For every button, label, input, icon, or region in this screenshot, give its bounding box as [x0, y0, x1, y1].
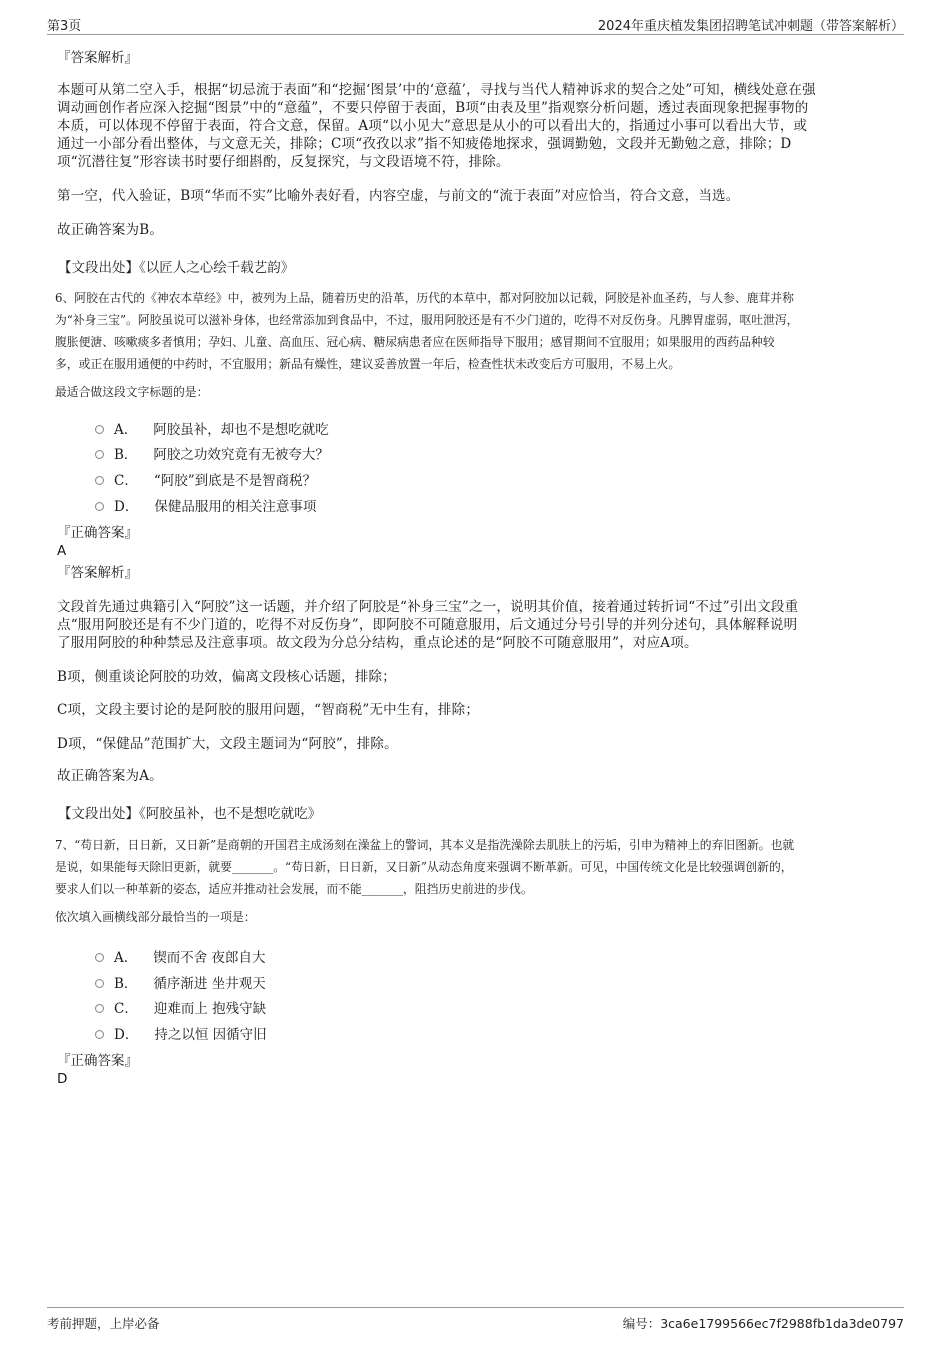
text-line: 多，或正在服用通便的中药时，不宜服用；新品有燥性，建议妥善放置一年后，检查性状未改变后方可服用，不易上火。: [55, 357, 681, 371]
q5-analysis-label: 『答案解析』: [57, 50, 138, 66]
option-text: 保健品服用的相关注意事项: [154, 499, 317, 515]
option-text: 循序渐进 坐井观天: [153, 976, 266, 992]
q7-correct-value: D: [57, 1071, 68, 1087]
q6-analysis-b: B项，侧重谈论阿胶的功效，偏离文段核心话题，排除；: [57, 669, 396, 685]
q6-source: 【文段出处】《阿胶虽补，也不是想吃就吃》: [58, 806, 322, 822]
radio-icon[interactable]: [95, 450, 104, 459]
text-line: 点“服用阿胶还是有不少门道的，吃得不对反伤身”，即阿胶不可随意服用，后文通过分号引导的并列分述句，具体解释说明: [57, 617, 798, 633]
q7-option-d[interactable]: [95, 1022, 267, 1044]
radio-icon[interactable]: [95, 953, 104, 962]
option-key: D．: [114, 1027, 139, 1043]
radio-icon[interactable]: [95, 1004, 104, 1013]
text-line: 7、“苟日新，日日新，又日新”是商朝的开国君主成汤刻在澡盆上的警词，其本义是指洗澡除去肌肤上的污垢，引申为精神上的弃旧图新。也就: [55, 838, 795, 852]
option-text: 阿胶之功效究竟有无被夸大？: [153, 447, 329, 463]
q6-analysis-c: C项，文段主要讨论的是阿胶的服用问题，“智商税”无中生有，排除；: [57, 702, 480, 718]
q6-option-a[interactable]: [95, 417, 329, 439]
q7-option-a[interactable]: [95, 945, 266, 967]
document-title: 2024年重庆植发集团招聘笔试冲刺题（带答案解析）: [597, 19, 904, 34]
q5-analysis-paragraph: [57, 81, 893, 171]
q6-option-b[interactable]: [95, 442, 329, 464]
text-line: 为“补身三宝”。阿胶虽说可以滋补身体，也经常添加到食品中，不过，服用阿胶还是有不少门道的，吃得不对反伤身。凡脾胃虚弱，呕吐泄泻，: [55, 313, 799, 327]
q6-option-c[interactable]: [95, 468, 316, 490]
q6-conclusion: 故正确答案为A。: [57, 768, 163, 784]
page-number: 第3页: [47, 19, 82, 34]
q7-option-b[interactable]: [95, 971, 266, 993]
option-key: D．: [114, 499, 139, 515]
q6-analysis-label: 『答案解析』: [57, 565, 138, 581]
text-line: 是说，如果能每天除旧更新，就要_______。“苟日新，日日新，又日新”从动态角度来强调不断革新。可见，中国传统文化是比较强调创新的，: [55, 860, 793, 874]
option-text: 锲而不舍 夜郎自大: [153, 950, 266, 966]
radio-icon[interactable]: [95, 1030, 104, 1039]
radio-icon[interactable]: [95, 476, 104, 485]
text-line: 文段首先通过典籍引入“阿胶”这一话题，并介绍了阿胶是“补身三宝”之一，说明其价值，接着通过转折词“不过”引出文段重: [57, 599, 799, 615]
text-line: 本质，可以体现不停留于表面，符合文意，保留。A项“以小见大”意思是从小的可以看出大的，指通过小事可以看出大节，或: [57, 118, 808, 134]
text-line: 6、阿胶在古代的《神农本草经》中，被列为上品，随着历史的沿革，历代的本草中，都对阿胶加以记载，阿胶是补血圣药，与人参、鹿茸并称: [55, 291, 794, 305]
option-key: A．: [114, 950, 138, 966]
q7-question: [55, 834, 895, 900]
q6-option-d[interactable]: [95, 494, 316, 516]
option-key: C．: [114, 473, 138, 489]
document-code: 编号：3ca6e1799566ec7f2988fb1da3de0797: [622, 1316, 904, 1331]
text-line: 要求人们以一种革新的姿态，适应并推动社会发展，而不能_______，阻挡历史前进的步伐。: [55, 882, 533, 896]
q6-analysis-paragraph: [57, 598, 893, 652]
option-key: C．: [114, 1001, 138, 1017]
q6-correct-value: A: [57, 543, 67, 559]
text-line: 腹胀便溏、咳嗽痰多者慎用；孕妇、儿童、高血压、冠心病、糖尿病患者应在医师指导下服用；感冒期间不宜服用；如果服用的西药品种较: [55, 335, 775, 349]
option-key: A．: [114, 422, 138, 438]
footer-slogan: 考前押题，上岸必备: [47, 1316, 160, 1331]
page-header: [47, 12, 904, 35]
option-key: B．: [114, 447, 138, 463]
text-line: 本题可从第二空入手，根据“切忌流于表面”和“挖掘‘图景’中的‘意蕴’，寻找与当代人精神诉求的契合之处”可知，横线处意在强: [57, 82, 816, 98]
radio-icon[interactable]: [95, 425, 104, 434]
text-line: 项“沉潜往复”形容读书时要仔细斟酌，反复探究，与文段语境不符，排除。: [57, 154, 510, 170]
q5-conclusion: 故正确答案为B。: [57, 222, 164, 238]
text-line: 调动画创作者应深入挖掘“图景”中的“意蕴”，不要只停留于表面，B项“由表及里”指观察分析问题，透过表面现象把握事物的: [57, 100, 809, 116]
option-text: 阿胶虽补，却也不是想吃就吃: [153, 422, 329, 438]
option-text: 持之以恒 因循守旧: [154, 1027, 267, 1043]
option-text: 迎难而上 抱残守缺: [153, 1001, 267, 1017]
radio-icon[interactable]: [95, 502, 104, 511]
option-key: B．: [114, 976, 138, 992]
q5-source: 【文段出处】《以匠人之心绘千载艺韵》: [58, 260, 295, 276]
q7-prompt: 依次填入画横线部分最恰当的一项是：: [55, 910, 256, 924]
radio-icon[interactable]: [95, 979, 104, 988]
q7-correct-label: 『正确答案』: [57, 1053, 138, 1069]
q6-question: [55, 287, 895, 375]
q5-analysis-paragraph-2: 第一空，代入验证，B项“华而不实”比喻外表好看，内容空虚，与前文的“流于表面”对应恰当，符合文意，当选。: [57, 188, 740, 204]
q6-analysis-d: D项，“保健品”范围扩大，文段主题词为“阿胶”，排除。: [57, 736, 398, 752]
page-footer: [47, 1307, 904, 1332]
q6-prompt: 最适合做这段文字标题的是：: [55, 385, 209, 399]
text-line: 通过一小部分看出整体，与文意无关，排除；C项“孜孜以求”指不知疲倦地探求，强调勤勉，文段并无勤勉之意，排除；D: [57, 136, 792, 152]
q7-option-c[interactable]: [95, 996, 266, 1018]
option-text: “阿胶”到底是不是智商税？: [153, 473, 317, 489]
text-line: 了服用阿胶的种种禁忌及注意事项。故文段为分总分结构，重点论述的是“阿胶不可随意服用”，对应A项。: [57, 635, 698, 651]
q6-correct-label: 『正确答案』: [57, 525, 138, 541]
